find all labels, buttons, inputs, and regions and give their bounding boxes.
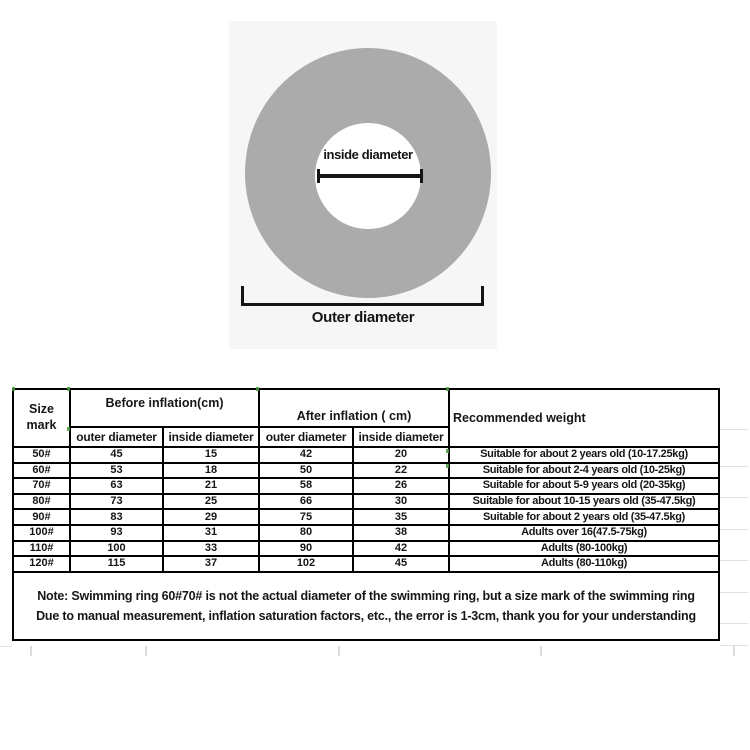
cell-after_outer: 66 [259, 494, 353, 510]
header-before-inside-diameter: inside diameter [163, 427, 259, 447]
cell-after_inside: 35 [353, 509, 449, 525]
artifact-tick [733, 646, 735, 656]
artifact-tick [145, 646, 147, 656]
cell-before_outer: 63 [70, 478, 163, 494]
table-row [13, 509, 719, 525]
artifact-gridline [0, 646, 12, 647]
cell-after_inside: 20 [353, 447, 449, 463]
size-chart-table [12, 388, 720, 641]
header-after-inside-diameter: inside diameter [353, 427, 449, 447]
table-row [13, 541, 719, 557]
cell-weight: Suitable for about 2 years old (35-47.5kg) [449, 509, 719, 525]
artifact-gridline [720, 592, 748, 593]
cell-weight: Adults (80-100kg) [449, 541, 719, 557]
artifact-green-tick [12, 387, 15, 391]
cell-before_inside: 29 [163, 509, 259, 525]
cell-before_outer: 100 [70, 541, 163, 557]
header-recommended-weight: Recommended weight [449, 389, 719, 447]
artifact-gridline [720, 497, 748, 498]
artifact-green-tick [67, 387, 70, 391]
note-line1: Note: Swimming ring 60#70# is not the actual diameter of the swimming ring, but a size mark of the swimming ring [37, 588, 695, 603]
note-box [13, 572, 719, 640]
artifact-tick [338, 646, 340, 656]
cell-after_inside: 45 [353, 556, 449, 572]
inside-diameter-label: inside diameter [323, 147, 413, 162]
cell-before_inside: 37 [163, 556, 259, 572]
artifact-green-tick [446, 387, 449, 391]
cell-weight: Suitable for about 2 years old (10-17.25kg) [449, 447, 719, 463]
cell-size: 60# [13, 463, 70, 479]
cell-weight: Adults over 16(47.5-75kg) [449, 525, 719, 541]
cell-after_outer: 90 [259, 541, 353, 557]
artifact-gridline [720, 623, 748, 624]
artifact-gridline [720, 466, 748, 467]
artifact-gridline [720, 429, 748, 430]
cell-size: 110# [13, 541, 70, 557]
swim-ring-diagram [229, 21, 497, 349]
artifact-gridline [720, 529, 748, 530]
cell-weight: Suitable for about 2-4 years old (10-25kg) [449, 463, 719, 479]
cell-after_inside: 22 [353, 463, 449, 479]
artifact-green-tick [67, 427, 70, 431]
cell-before_outer: 83 [70, 509, 163, 525]
cell-before_inside: 33 [163, 541, 259, 557]
cell-weight: Suitable for about 10-15 years old (35-47.5kg) [449, 494, 719, 510]
cell-after_outer: 50 [259, 463, 353, 479]
cell-after_inside: 30 [353, 494, 449, 510]
cell-before_outer: 115 [70, 556, 163, 572]
cell-after_inside: 38 [353, 525, 449, 541]
cell-before_outer: 73 [70, 494, 163, 510]
cell-weight: Suitable for about 5-9 years old (20-35kg) [449, 478, 719, 494]
table-row [13, 556, 719, 572]
artifact-tick [30, 646, 32, 656]
cell-after_outer: 102 [259, 556, 353, 572]
table-row [13, 478, 719, 494]
outer-diameter-label: Outer diameter [311, 309, 415, 326]
cell-after_outer: 80 [259, 525, 353, 541]
artifact-green-tick [446, 464, 449, 468]
table-row [13, 463, 719, 479]
cell-before_outer: 93 [70, 525, 163, 541]
cell-after_outer: 58 [259, 478, 353, 494]
table-header [13, 389, 719, 447]
cell-size: 120# [13, 556, 70, 572]
cell-size: 50# [13, 447, 70, 463]
table-row [13, 447, 719, 463]
artifact-green-tick [446, 449, 449, 453]
cell-after_inside: 26 [353, 478, 449, 494]
header-before-outer-diameter: outer diameter [70, 427, 163, 447]
table-row [13, 494, 719, 510]
table-body [13, 447, 719, 572]
artifact-tick [540, 646, 542, 656]
cell-before_outer: 45 [70, 447, 163, 463]
header-size-mark [13, 389, 70, 447]
header-before-inflation: Before inflation(cm) [70, 389, 259, 427]
header-after-inflation: After inflation ( cm) [259, 389, 449, 427]
cell-after_outer: 42 [259, 447, 353, 463]
note-line2: Due to manual measurement, inflation saturation factors, etc., the error is 1-3cm, thank you for your understanding [36, 608, 696, 623]
inside-diameter-measure-line [317, 169, 423, 183]
header-after-outer-diameter: outer diameter [259, 427, 353, 447]
cell-before_inside: 21 [163, 478, 259, 494]
cell-before_inside: 25 [163, 494, 259, 510]
table-row [13, 525, 719, 541]
cell-size: 70# [13, 478, 70, 494]
artifact-gridline [720, 560, 748, 561]
cell-before_outer: 53 [70, 463, 163, 479]
cell-after_outer: 75 [259, 509, 353, 525]
cell-before_inside: 31 [163, 525, 259, 541]
artifact-green-tick [256, 387, 259, 391]
cell-weight: Adults (80-110kg) [449, 556, 719, 572]
header-size-mark-line1: Size [28, 402, 54, 417]
cell-size: 90# [13, 509, 70, 525]
cell-before_inside: 18 [163, 463, 259, 479]
cell-size: 100# [13, 525, 70, 541]
cell-size: 80# [13, 494, 70, 510]
cell-after_inside: 42 [353, 541, 449, 557]
header-size-mark-line2: mark [26, 418, 57, 432]
outer-diameter-bracket [241, 286, 484, 306]
cell-before_inside: 15 [163, 447, 259, 463]
